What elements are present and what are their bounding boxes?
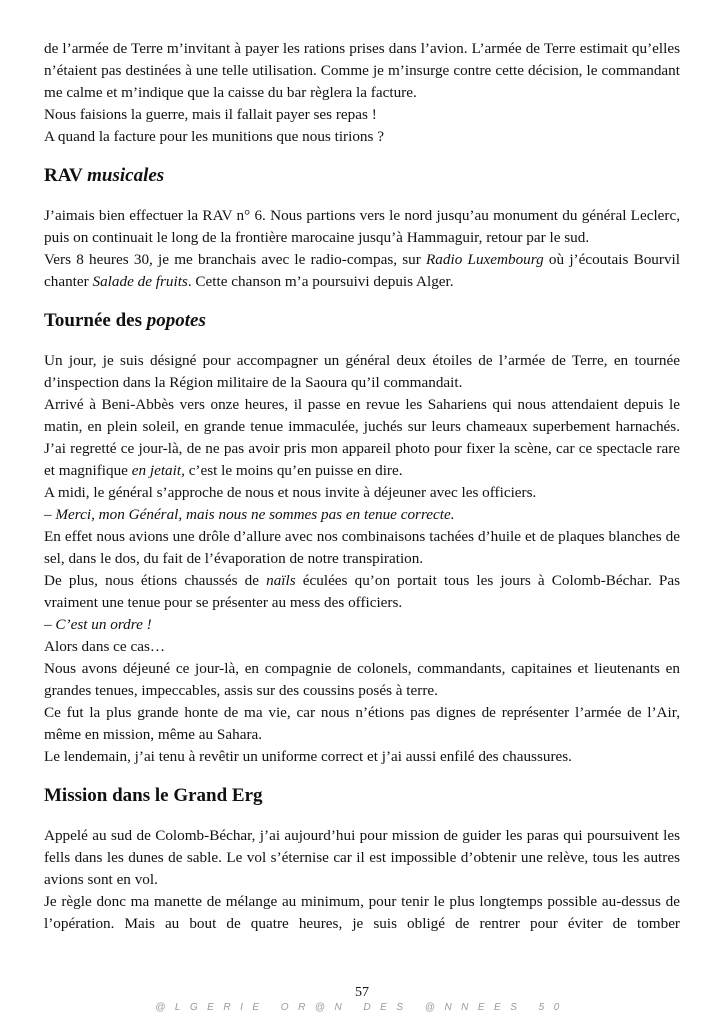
dialogue-line: – Merci, mon Général, mais nous ne sommes pas en tenue correcte. (44, 506, 455, 523)
page-body (44, 38, 680, 935)
paragraph: Je règle donc ma manette de mélange au minimum, pour tenir le plus longtemps possible au-dessus de l’opération. Mais au bout de quatre heures, je suis obligé de rentrer pour éviter de tomber (44, 893, 680, 932)
paragraph: A midi, le général s’approche de nous et nous invite à déjeuner avec les officiers. (44, 484, 537, 501)
paragraph: Alors dans ce cas… (44, 638, 166, 655)
text-run: , c’est le moins qu’en puisse en dire. (181, 462, 403, 479)
paragraph: Ce fut la plus grande honte de ma vie, car nous n’étions pas dignes de représenter l’armée de l’Air, même en mission, même au Sahara. (44, 704, 680, 743)
text-run: De plus, nous étions chaussés de (44, 572, 267, 589)
paragraph: J’aimais bien effectuer la RAV n° 6. Nous partions vers le nord jusqu’au monument du général Leclerc, puis on continuait le long de la frontière marocaine jusqu’à Hammaguir, retour par le sud. (44, 207, 680, 246)
text-run: . Cette chanson m’a poursuivi depuis Alger. (187, 273, 454, 290)
paragraph (44, 249, 680, 293)
heading-italic-text: popotes (146, 310, 206, 331)
song-title: Salade de fruits (92, 273, 188, 290)
radio-name: Radio Luxembourg (426, 251, 544, 268)
section-heading-rav (44, 164, 680, 188)
paragraph: A quand la facture pour les munitions que nous tirions ? (44, 128, 384, 145)
paragraph: Un jour, je suis désigné pour accompagner un général deux étoiles de l’armée de Terre, en tournée d’inspection dans la Région militaire de la Saoura qu’il commandait. (44, 352, 680, 391)
heading-italic-text: musicales (87, 165, 165, 186)
section-heading-popotes (44, 309, 680, 333)
paragraph (44, 394, 680, 482)
paragraph: Le lendemain, j’ai tenu à revêtir un uniforme correct et j’ai aussi enfilé des chaussures. (44, 748, 572, 765)
page-number: 57 (355, 985, 369, 1000)
heading-text: Tournée des (44, 310, 147, 331)
italic-expression: en jetait (131, 462, 182, 479)
paragraph: Nous faisions la guerre, mais il fallait payer ses repas ! (44, 106, 377, 123)
section-heading-erg: Mission dans le Grand Erg (44, 785, 263, 806)
dialogue-line: – C’est un ordre ! (44, 616, 152, 633)
heading-text: RAV (44, 165, 88, 186)
text-run: Arrivé à Beni-Abbès vers onze heures, il passe en revue les Sahariens qui nous attendaient depuis le matin, en plein soleil, en grande tenue immaculée, juchés sur leurs chameaux superbement harnachés. J’ai regretté ce jour-là, de ne pas avoir pris mon appareil photo pour fixer la scène, car ce spectacle rare et magnifique (44, 396, 680, 479)
running-footer: @LGERIE OR@N DES @NNEES 50 (155, 1002, 569, 1013)
paragraph: Appelé au sud de Colomb-Béchar, j’ai aujourd’hui pour mission de guider les paras qui poursuivent les fells dans les dunes de sable. Le vol s’éternise car il est impossible d’obtenir une relève, tous les autres avions sont en vol. (44, 827, 680, 888)
paragraph: Nous avons déjeuné ce jour-là, en compagnie de colonels, commandants, capitaines et lieutenants en grandes tenues, impeccables, assis sur des coussins posés à terre. (44, 660, 680, 699)
italic-word: naïls (266, 572, 296, 589)
text-run: où j’écoutais Bourvil chanter (44, 251, 680, 290)
paragraph: de l’armée de Terre m’invitant à payer les rations prises dans l’avion. L’armée de Terre estimait qu’elles n’étaient pas destinées à une telle utilisation. Comme je m’insurge contre cette décision, le commandant me calme et m’indique que la caisse du bar règlera la facture. (44, 40, 680, 101)
paragraph: En effet nous avions une drôle d’allure avec nos combinaisons tachées d’huile et de plaques blanches de sel, dans le dos, du fait de l’évaporation de notre transpiration. (44, 528, 680, 567)
text-run: Vers 8 heures 30, je me branchais avec le radio-compas, sur (44, 251, 427, 268)
text-run: éculées qu’on portait tous les jours à Colomb-Béchar. Pas vraiment une tenue pour se présenter au mess des officiers. (44, 572, 680, 611)
paragraph (44, 570, 680, 614)
